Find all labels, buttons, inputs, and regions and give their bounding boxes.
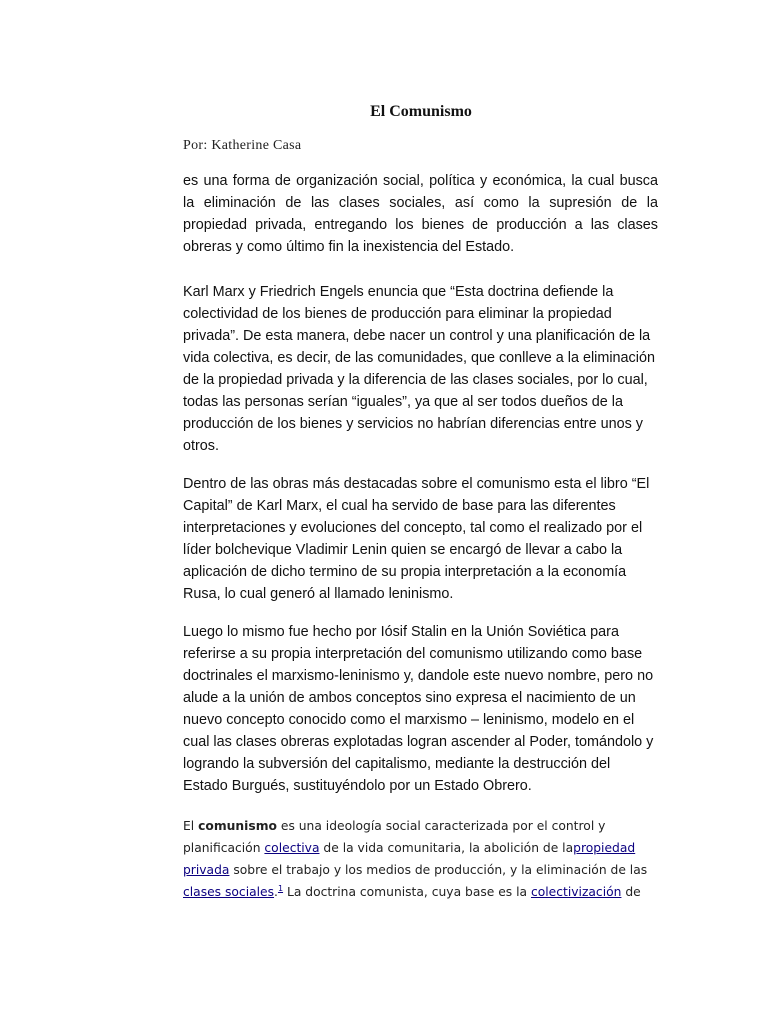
wiki-excerpt [183, 815, 658, 903]
document-title: El Comunismo [370, 103, 472, 120]
paragraph-3: Dentro de las obras más destacadas sobre el comunismo esta el libro “El Capital” de Karl Marx, el cual ha servido de base para las diferentes interpretaciones y evoluciones del concepto, tal como el realizado por el líder bolchevique Vladimir Lenin quien se encargó de llevar a cabo la aplicación de dicho termino de su propia interpretación a la economía Rusa, lo cual generó al llamado leninismo. [183, 476, 650, 602]
paragraph-4: Luego lo mismo fue hecho por Iósif Stalin en la Unión Soviética para referirse a su propia interpretación del comunismo utilizando como base doctrinales el marxismo-leninismo y, dandole este nuevo nombre, pero no alude a la unión de ambos conceptos sino expresa el nacimiento de un nuevo concepto conocido como el marxismo – leninismo, modelo en el cual las clases obreras explotadas logran ascender al Poder, tomándolo y logrando la subversión del capitalismo, mediante la destrucción del Estado Burgués, sustituyéndolo por un Estado Obrero. [183, 624, 654, 794]
link-colectiva[interactable]: colectiva [264, 841, 320, 855]
wiki-text: El [183, 819, 199, 833]
wiki-text: . [274, 885, 278, 899]
footnote-link[interactable]: 1 [277, 883, 284, 893]
author-line: Por: Katherine Casa [183, 138, 302, 153]
link-colectivizacion[interactable]: colectivización [530, 885, 622, 899]
wiki-text: de [621, 885, 641, 899]
wiki-text: de la vida comunitaria, la abolición de la [319, 841, 574, 855]
link-clases-sociales[interactable]: clases sociales [183, 885, 275, 899]
link-propiedad-privada[interactable]: propiedad privada [183, 841, 636, 877]
paragraph-1: es una forma de organización social, política y económica, la cual busca la eliminación de las clases sociales, así como la supresión de la propiedad privada, entregando los bienes de producción a las clases obreras y como último fin la inexistencia del Estado. [183, 173, 658, 255]
paragraph-2: Karl Marx y Friedrich Engels enuncia que “Esta doctrina defiende la colectividad de los bienes de producción para eliminar la propiedad privada”. De esta manera, debe nacer un control y una planificación de la vida colectiva, es decir, de las comunidades, que conlleve a la eliminación de la propiedad privada y la diferencia de las clases sociales, por lo cual, todas las personas serían “iguales”, ya que al ser todos dueños de la producción de los bienes y servicios no habrían diferencias entre unos y otros. [183, 284, 655, 454]
wiki-text: La doctrina comunista, cuya base es la [283, 885, 531, 899]
wiki-text: sobre el trabajo y los medios de producción, y la eliminación de las [229, 863, 648, 877]
wiki-text: es una ideología social caracterizada por el control y planificación [183, 819, 606, 855]
wiki-bold-term: comunismo [198, 819, 277, 833]
